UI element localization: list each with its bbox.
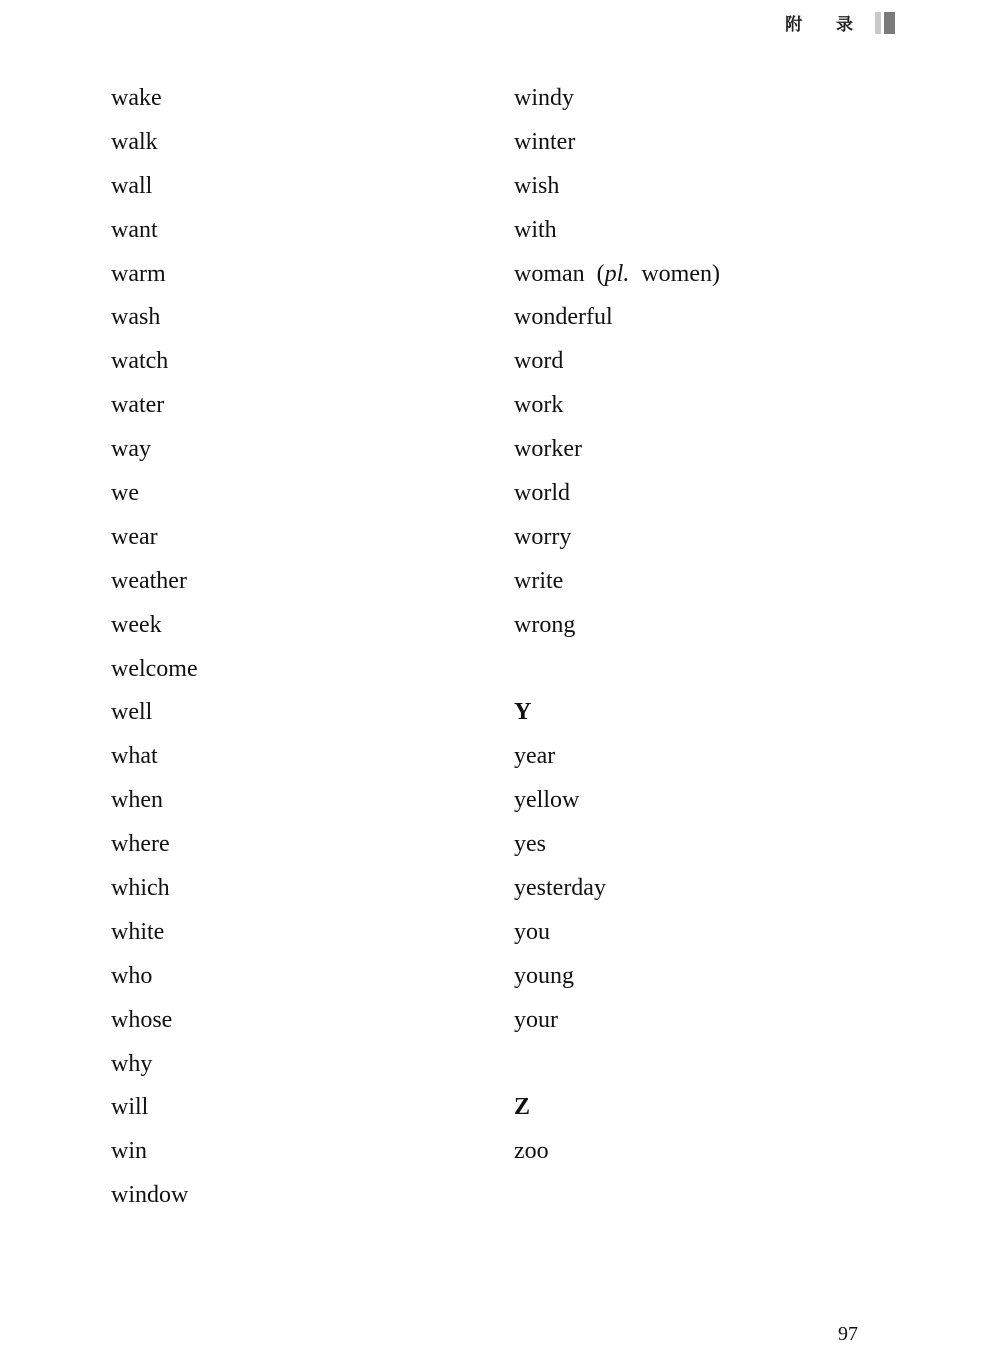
word-entry: you xyxy=(514,918,550,945)
word-entry: week xyxy=(111,611,162,638)
word-entry: wonderful xyxy=(514,304,613,331)
header-label: 附 录 xyxy=(785,15,867,35)
word-entry: water xyxy=(111,392,165,419)
plural-note-open-paren: ( xyxy=(596,260,605,287)
word-entry: wrong xyxy=(514,611,576,638)
word-column-left xyxy=(111,77,198,1218)
word-entry: your xyxy=(514,1006,558,1033)
word-entry: wish xyxy=(514,172,560,199)
word-entry: win xyxy=(111,1138,147,1165)
header-tab-marks xyxy=(875,12,895,34)
word-entry: yesterday xyxy=(514,875,606,902)
word-entry: way xyxy=(111,436,151,463)
word-entry: we xyxy=(111,480,139,507)
word-entry: with xyxy=(514,216,557,243)
word-entry: well xyxy=(111,699,153,726)
word-entry: white xyxy=(111,918,165,945)
word-entry: yellow xyxy=(514,787,580,814)
word-entry: worker xyxy=(514,436,582,463)
word-entry: warm xyxy=(111,260,166,287)
section-letter-heading: Z xyxy=(514,1094,531,1121)
word-entry: zoo xyxy=(514,1138,549,1165)
plural-form: women) xyxy=(641,260,720,287)
word-entry: weather xyxy=(111,567,187,594)
word-entry: winter xyxy=(514,128,576,155)
word-entry-woman xyxy=(514,253,720,297)
word-entry: watch xyxy=(111,348,169,375)
word-entry: welcome xyxy=(111,655,198,682)
header-mark-dark xyxy=(884,12,895,34)
running-header xyxy=(785,10,895,35)
word-entry: write xyxy=(514,567,564,594)
word-entry: word xyxy=(514,348,564,375)
blank-spacer xyxy=(514,1043,720,1087)
word-entry: wear xyxy=(111,523,158,550)
word-entry: work xyxy=(514,392,564,419)
header-mark-light xyxy=(875,12,881,34)
word-entry: world xyxy=(514,480,570,507)
word-entry: wake xyxy=(111,85,162,111)
word-entry: young xyxy=(514,962,574,989)
word-entry: when xyxy=(111,787,163,814)
word-entry: worry xyxy=(514,523,572,550)
word-entry: will xyxy=(111,1094,149,1121)
word-entry: wall xyxy=(111,172,153,199)
word-entry: whose xyxy=(111,1006,173,1033)
word-entry: want xyxy=(111,216,158,243)
page-number: 97 xyxy=(838,1323,858,1345)
word-entry: year xyxy=(514,743,556,770)
word-entry: what xyxy=(111,743,158,770)
plural-abbreviation: pl. xyxy=(604,260,630,287)
word-entry: why xyxy=(111,1050,153,1077)
word-entry: which xyxy=(111,875,170,902)
word-entry: who xyxy=(111,962,153,989)
section-letter-heading: Y xyxy=(514,699,532,726)
word-entry: wash xyxy=(111,304,161,331)
word-entry: windy xyxy=(514,85,574,111)
blank-spacer xyxy=(514,648,720,692)
word-column-right xyxy=(514,77,720,1174)
word-entry: where xyxy=(111,831,170,858)
word-entry: yes xyxy=(514,831,546,858)
word-entry: walk xyxy=(111,128,158,155)
word-entry: window xyxy=(111,1182,189,1209)
word-headword: woman xyxy=(514,260,585,287)
